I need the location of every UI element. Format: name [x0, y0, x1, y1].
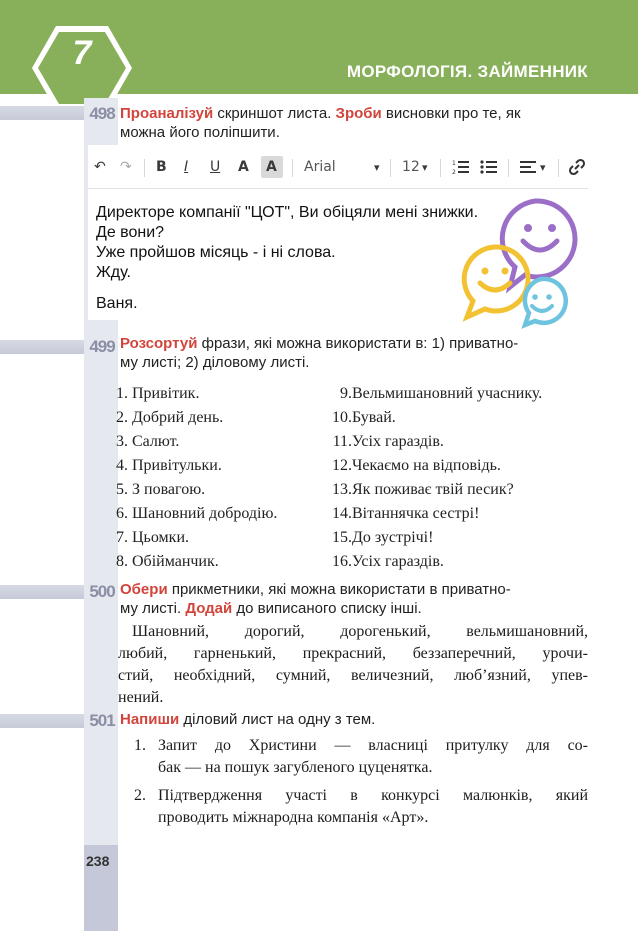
chapter-number: 7 [72, 34, 92, 72]
email-body[interactable] [96, 203, 478, 283]
email-line: Жду. [96, 264, 131, 281]
list-item: 8. Обійманчик. [116, 553, 219, 570]
link-icon[interactable] [568, 158, 586, 180]
email-signature: Ваня. [96, 295, 138, 312]
list-item: 1. Запит до Христини — власниці притулку для со- бак — на пошук загубленого цуценятка. [134, 737, 588, 776]
bold-button[interactable]: B [156, 159, 167, 175]
email-line: Уже пройшов місяць - і ні слова. [96, 244, 336, 261]
list-item: 12.Чекаємо на відповідь. [332, 457, 501, 474]
svg-text:1: 1 [452, 160, 456, 167]
chapter-title: МОРФОЛОГІЯ. ЗАЙМЕННИК [346, 62, 588, 81]
purple-smiley-icon [502, 201, 575, 287]
list-item: 11.Усіх гараздів. [332, 433, 444, 450]
toolbar-divider [440, 159, 441, 177]
font-name-select[interactable]: Arial [304, 159, 336, 175]
exercise-number: 500 [89, 582, 115, 601]
page-number: 238 [86, 853, 110, 869]
exercise-marker-bar [0, 106, 84, 120]
list-item: 3. Салют. [116, 433, 180, 450]
exercise-501-task: Напиши діловий лист на одну з тем. [120, 711, 376, 728]
keyword: Додай [185, 600, 233, 617]
toolbar-divider [508, 159, 509, 177]
toolbar-divider [390, 159, 391, 177]
chapter-badge [30, 24, 134, 112]
exercise-marker-bar [0, 340, 84, 354]
numbered-list-icon[interactable] [452, 158, 470, 180]
exercise-number: 498 [89, 104, 115, 123]
exercise-500-task: Обери прикметники, які можна використати в приватно- му листі. Додай до виписаного списку інші. [120, 581, 511, 617]
list-item: 10.Бувай. [332, 409, 396, 426]
email-line: Директоре компанії "ЦОТ", Ви обіцяли мені знижки. [96, 204, 479, 221]
chevron-down-icon[interactable]: ▾ [540, 161, 546, 174]
list-item: 15.До зустрічі! [332, 529, 434, 546]
exercise-number: 501 [89, 711, 115, 730]
underline-button[interactable]: U [210, 159, 221, 175]
svg-text:2: 2 [452, 169, 456, 176]
list-item: 14.Вітаннячка сестрі! [332, 505, 480, 522]
font-color-button[interactable]: A [238, 159, 249, 175]
keyword: Проаналізуй [120, 105, 214, 122]
blue-smiley-icon [525, 279, 566, 325]
phrase-list-col1 [108, 382, 277, 574]
phrase-list-col2 [326, 382, 542, 574]
italic-button[interactable]: I [184, 159, 189, 175]
list-item: 9.Вельмишановний учаснику. [340, 385, 543, 402]
bullet-list-icon[interactable] [480, 158, 498, 180]
editor-toolbar [88, 145, 588, 189]
list-item: 16.Усіх гараздів. [332, 553, 444, 570]
list-item: 7. Цьомки. [116, 529, 190, 546]
chevron-down-icon[interactable]: ▾ [422, 161, 428, 174]
topic-list [134, 735, 588, 829]
exercise-number: 499 [89, 337, 115, 356]
list-item: 5. З повагою. [116, 481, 206, 498]
list-item: 1. Привітик. [116, 385, 200, 402]
undo-icon[interactable]: ↶ [94, 159, 106, 175]
list-item: 6. Шановний добродію. [116, 505, 278, 522]
toolbar-divider [292, 159, 293, 177]
font-size-select[interactable]: 12 [402, 159, 420, 175]
chevron-down-icon[interactable]: ▾ [374, 161, 380, 174]
align-icon[interactable] [520, 158, 538, 180]
toolbar-divider [558, 159, 559, 177]
exercise-marker-bar [0, 714, 84, 728]
email-line: Де вони? [96, 224, 165, 241]
redo-icon[interactable]: ↷ [120, 159, 132, 175]
list-item: 4. Привітульки. [116, 457, 222, 474]
exercise-marker-bar [0, 585, 84, 599]
exercise-498-task: Проаналізуй скриншот листа. Зроби висновки про те, як можна його поліпшити. [120, 105, 521, 141]
keyword: Розсортуй [120, 335, 198, 352]
exercise-499-task: Розсортуй фрази, які можна використати в: 1) приватно- му листі; 2) діловому листі. [120, 335, 519, 371]
chapter-header [0, 0, 638, 94]
keyword: Обери [120, 581, 168, 598]
list-item: 2. Добрий день. [116, 409, 224, 426]
toolbar-divider [144, 159, 145, 177]
keyword: Зроби [335, 105, 382, 122]
highlight-button[interactable]: A [266, 159, 277, 175]
adjectives-paragraph: Шановний, дорогий, дорогенький, вельмишановний, любий, гарненький, прекрасний, беззаперечний, урочи- стий, необхідний, сумний, величезний, люб’язний, упев- нений. [118, 623, 588, 706]
list-item: 2. Підтвердження участі в конкурсі малюнків, який проводить міжнародна компанія «Арт». [134, 787, 588, 826]
keyword: Напиши [120, 711, 180, 728]
list-item: 13.Як поживає твій песик? [332, 481, 514, 498]
smiley-illustration [455, 195, 585, 330]
